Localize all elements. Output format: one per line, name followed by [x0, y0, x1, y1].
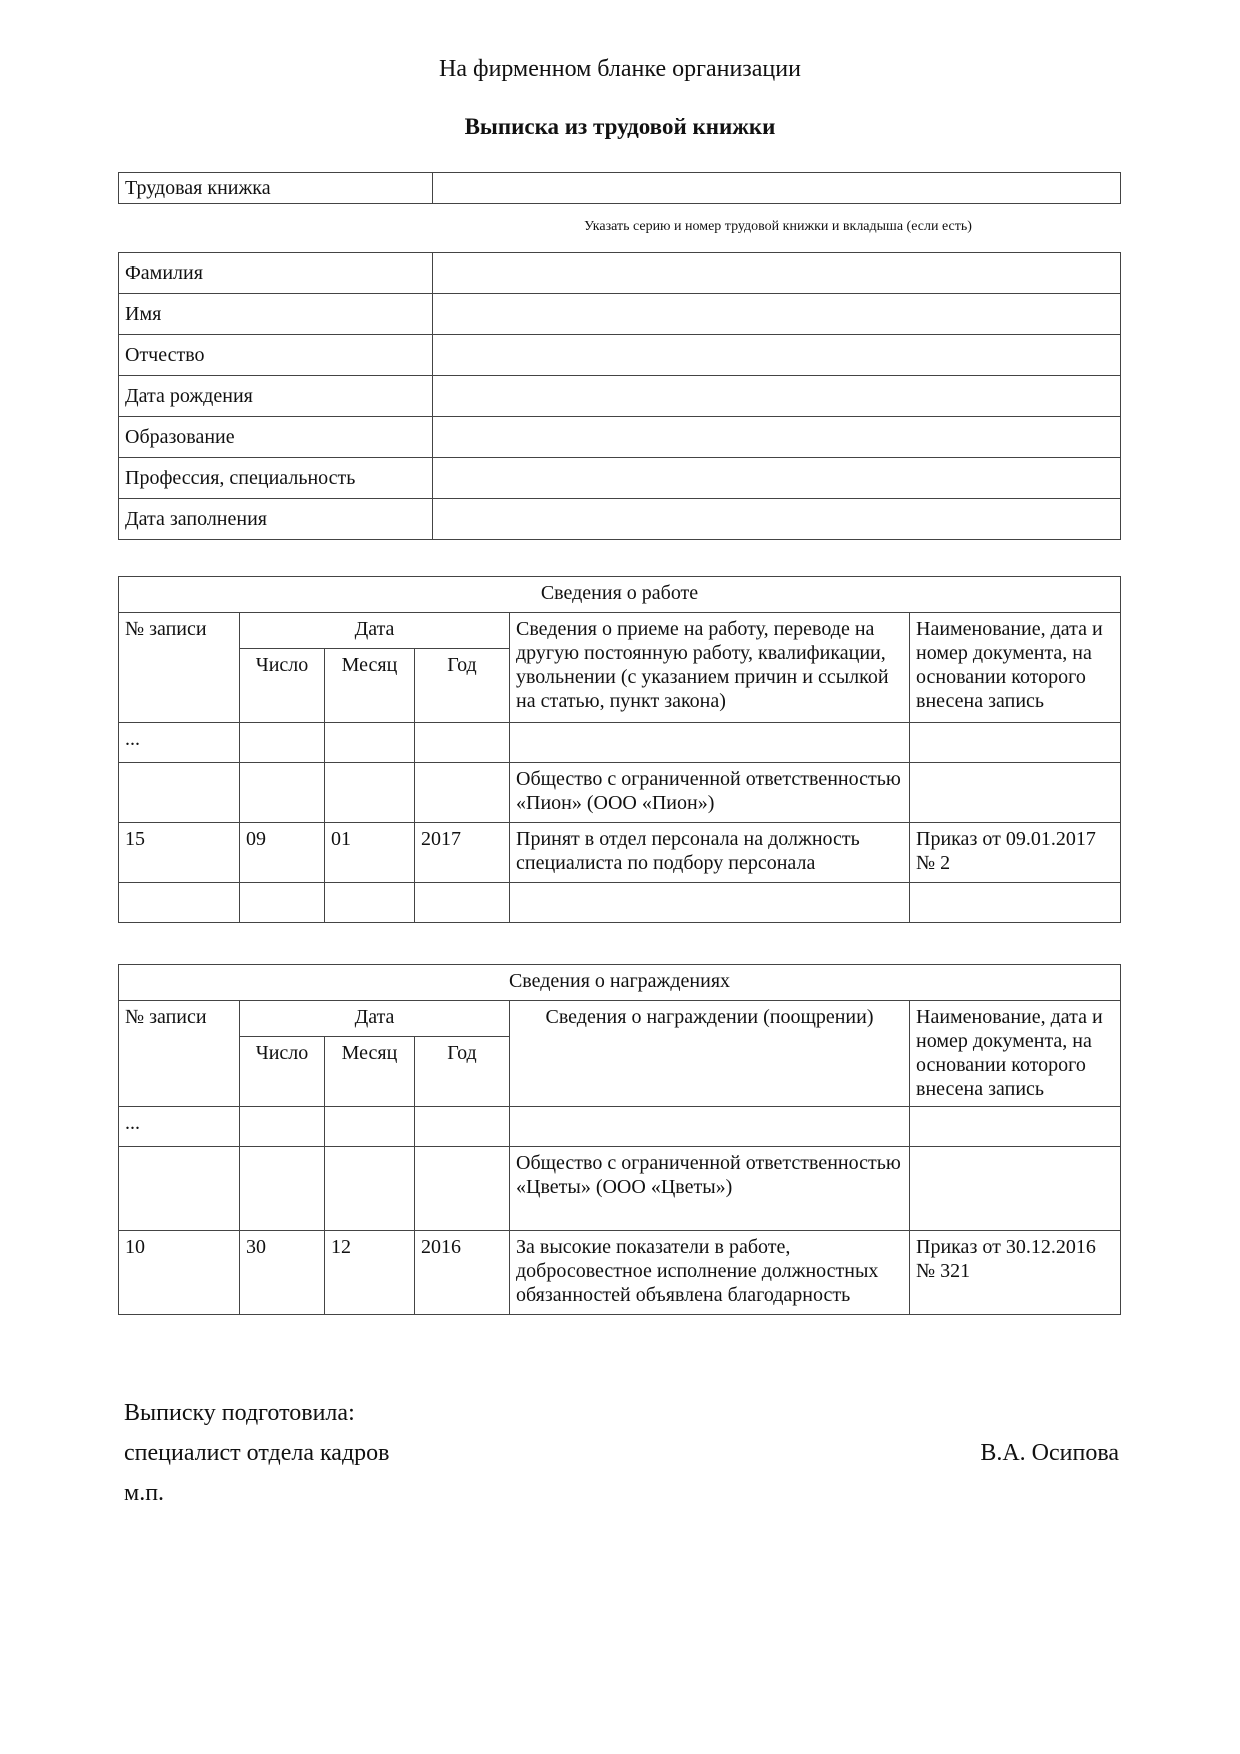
personal-value — [433, 417, 1121, 458]
record-day — [240, 763, 325, 823]
personal-value — [433, 458, 1121, 499]
personal-row — [119, 458, 1121, 499]
record-year — [415, 763, 510, 823]
personal-value — [433, 376, 1121, 417]
record-year: 2016 — [415, 1231, 510, 1315]
table-row — [119, 1107, 1121, 1147]
work-table-title: Сведения о работе — [119, 577, 1121, 613]
record-day — [240, 1147, 325, 1231]
table-caption-row — [119, 965, 1121, 1001]
awards-table-title: Сведения о награждениях — [119, 965, 1121, 1001]
column-header-year: Год — [415, 1037, 510, 1107]
record-info — [510, 883, 910, 923]
column-header-document: Наименование, дата и номер документа, на основании которого внесена запись — [910, 1001, 1121, 1107]
personal-row — [119, 253, 1121, 294]
personal-label: Дата рождения — [119, 376, 433, 417]
record-year: 2017 — [415, 823, 510, 883]
record-no: ... — [119, 1107, 240, 1147]
personal-label: Дата заполнения — [119, 499, 433, 540]
signer-position: специалист отдела кадров — [124, 1440, 390, 1466]
letterhead-note: На фирменном бланке организации — [439, 56, 801, 82]
record-month: 12 — [325, 1231, 415, 1315]
document-title: Выписка из трудовой книжки — [464, 114, 776, 139]
column-header-record-no: № записи — [119, 613, 240, 723]
personal-value — [433, 294, 1121, 335]
record-year — [415, 1107, 510, 1147]
personal-label: Имя — [119, 294, 433, 335]
record-info: За высокие показатели в работе, добросовестное исполнение должностных обязанностей объявлена благодарность — [510, 1231, 910, 1315]
personal-row — [119, 294, 1121, 335]
signer-name: В.А. Осипова — [980, 1440, 1119, 1466]
column-header-day: Число — [240, 649, 325, 723]
personal-label: Образование — [119, 417, 433, 458]
column-header-date: Дата — [240, 613, 510, 649]
record-month — [325, 763, 415, 823]
record-info: Принят в отдел персонала на должность специалиста по подбору персонала — [510, 823, 910, 883]
column-header-day: Число — [240, 1037, 325, 1107]
record-day — [240, 1107, 325, 1147]
personal-row — [119, 335, 1121, 376]
record-day — [240, 723, 325, 763]
record-day — [240, 883, 325, 923]
column-header-year: Год — [415, 649, 510, 723]
table-row — [119, 1231, 1121, 1315]
record-document: Приказ от 09.01.2017 № 2 — [910, 823, 1121, 883]
record-no: 10 — [119, 1231, 240, 1315]
record-info: Общество с ограниченной ответственностью «Цветы» (ООО «Цветы») — [510, 1147, 910, 1231]
record-info: Общество с ограниченной ответственностью «Пион» (ООО «Пион») — [510, 763, 910, 823]
record-document: Приказ от 30.12.2016 № 321 — [910, 1231, 1121, 1315]
record-no: ... — [119, 723, 240, 763]
labor-book-label: Трудовая книжка — [119, 173, 433, 204]
table-row — [119, 823, 1121, 883]
record-year — [415, 883, 510, 923]
record-info — [510, 1107, 910, 1147]
personal-value — [433, 253, 1121, 294]
record-month — [325, 883, 415, 923]
personal-info-table — [118, 252, 1121, 540]
column-header-info: Сведения о приеме на работу, переводе на другую постоянную работу, квалификации, увольнении (с указанием причин и ссылкой на статью, пункт закона) — [510, 613, 910, 723]
labor-book-row — [119, 173, 1121, 204]
record-no — [119, 1147, 240, 1231]
personal-label: Фамилия — [119, 253, 433, 294]
record-year — [415, 1147, 510, 1231]
labor-book-hint: Указать серию и номер трудовой книжки и вкладыша (если есть) — [584, 219, 972, 234]
column-header-record-no: № записи — [119, 1001, 240, 1107]
record-year — [415, 723, 510, 763]
personal-row — [119, 499, 1121, 540]
record-document — [910, 1147, 1121, 1231]
record-info — [510, 723, 910, 763]
column-header-document: Наименование, дата и номер документа, на основании которого внесена запись — [910, 613, 1121, 723]
personal-value — [433, 335, 1121, 376]
record-document — [910, 883, 1121, 923]
work-records-table — [118, 576, 1121, 923]
column-header-info: Сведения о награждении (поощрении) — [510, 1001, 910, 1107]
labor-book-table — [118, 172, 1121, 204]
record-no — [119, 763, 240, 823]
record-no — [119, 883, 240, 923]
record-day: 09 — [240, 823, 325, 883]
record-month: 01 — [325, 823, 415, 883]
record-month — [325, 723, 415, 763]
table-row — [119, 763, 1121, 823]
column-header-month: Месяц — [325, 649, 415, 723]
record-document — [910, 723, 1121, 763]
record-document — [910, 763, 1121, 823]
column-header-month: Месяц — [325, 1037, 415, 1107]
record-month — [325, 1147, 415, 1231]
table-caption-row — [119, 577, 1121, 613]
awards-records-table — [118, 964, 1121, 1315]
personal-label: Профессия, специальность — [119, 458, 433, 499]
column-header-date: Дата — [240, 1001, 510, 1037]
personal-label: Отчество — [119, 335, 433, 376]
personal-value — [433, 499, 1121, 540]
table-row — [119, 1147, 1121, 1231]
table-row — [119, 883, 1121, 923]
table-row — [119, 723, 1121, 763]
personal-row — [119, 417, 1121, 458]
table-header-row — [119, 1001, 1121, 1037]
prepared-by-label: Выписку подготовила: — [124, 1400, 355, 1426]
record-document — [910, 1107, 1121, 1147]
stamp-place: м.п. — [124, 1480, 165, 1506]
record-month — [325, 1107, 415, 1147]
table-header-row — [119, 613, 1121, 649]
personal-row — [119, 376, 1121, 417]
record-no: 15 — [119, 823, 240, 883]
labor-book-value — [433, 173, 1121, 204]
record-day: 30 — [240, 1231, 325, 1315]
